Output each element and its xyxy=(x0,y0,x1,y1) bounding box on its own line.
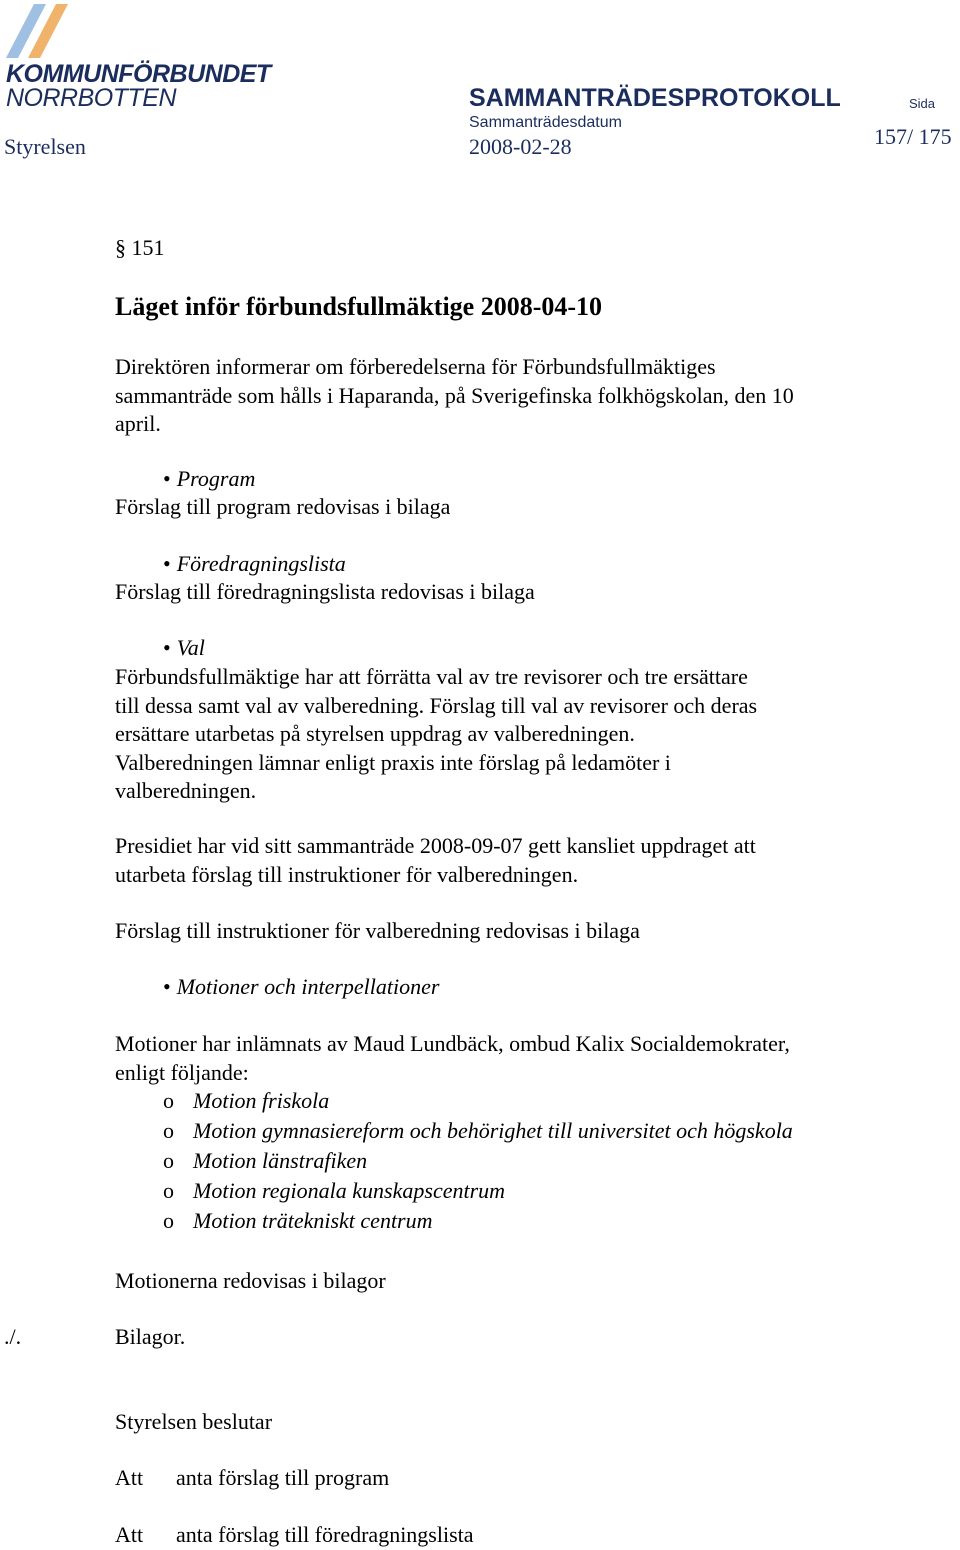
agenda-heading xyxy=(163,550,346,579)
list-marker: o xyxy=(163,1208,174,1233)
decision-att: Att xyxy=(115,1465,144,1490)
election-heading xyxy=(163,634,205,663)
election-line: ersättare utarbetas på styrelsen uppdrag av valberedningen. xyxy=(115,721,635,746)
document-type: SAMMANTRÄDESPROTOKOLL xyxy=(469,84,841,112)
motion-title: Motion länstrafiken xyxy=(193,1148,368,1173)
meeting-date: 2008-02-28 xyxy=(469,134,572,159)
motion-list-item xyxy=(163,1118,793,1144)
presidium-line: utarbeta förslag till instruktioner för valberedningen. xyxy=(115,861,579,887)
intro-line: Direktören informerar om förberedelserna för Förbundsfullmäktiges xyxy=(115,354,716,379)
motion-title: Motion friskola xyxy=(193,1088,330,1113)
election-line: till dessa samt val av valberedning. Förslag till val av revisorer och deras xyxy=(115,692,758,718)
section-title: Läget inför förbundsfullmäktige 2008-04-10 xyxy=(115,292,603,321)
agenda-heading-text: Föredragningslista xyxy=(176,551,346,576)
motions-footer: Motionerna redovisas i bilagor xyxy=(115,1268,386,1293)
election-line: Förbundsfullmäktige har att förrätta val av tre revisorer och tre ersättare xyxy=(115,664,748,689)
list-marker: o xyxy=(163,1178,174,1203)
logo-stripes xyxy=(4,2,74,62)
program-heading xyxy=(163,465,255,494)
motion-list-item xyxy=(163,1178,505,1204)
decision-text: anta förslag till program xyxy=(176,1465,390,1490)
motions-intro-line: Motioner har inlämnats av Maud Lundbäck, ombud Kalix Socialdemokrater, xyxy=(115,1031,790,1056)
bullet-marker: • xyxy=(163,974,171,999)
motion-title: Motion regionala kunskapscentrum xyxy=(193,1178,506,1203)
agenda-text: Förslag till föredragningslista redovisas i bilaga xyxy=(115,579,535,604)
motions-heading xyxy=(163,973,439,1002)
board-name: Styrelsen xyxy=(4,134,86,159)
section-number: § 151 xyxy=(115,235,165,260)
list-marker: o xyxy=(163,1148,174,1173)
instructions-text: Förslag till instruktioner för valberedning redovisas i bilaga xyxy=(115,918,640,943)
election-paragraph xyxy=(115,663,905,806)
presidium-line: Presidiet har vid sitt sammanträde 2008-09-07 gett kansliet uppdraget att xyxy=(115,833,756,858)
decision-text: anta förslag till föredragningslista xyxy=(176,1522,474,1547)
intro-line: sammanträde som hålls i Haparanda, på Sverigefinska folkhögskolan, den 10 xyxy=(115,382,794,408)
motion-list-item xyxy=(163,1088,329,1114)
motions-heading-text: Motioner och interpellationer xyxy=(176,974,440,999)
election-line: valberedningen. xyxy=(115,778,257,803)
attachment-marker: ./. xyxy=(4,1324,22,1349)
decision-intro: Styrelsen beslutar xyxy=(115,1409,273,1434)
page-label: Sida xyxy=(909,96,936,111)
intro-paragraph xyxy=(115,353,905,439)
motion-list-item xyxy=(163,1148,367,1174)
program-text: Förslag till program redovisas i bilaga xyxy=(115,494,451,519)
motions-intro-line: enligt följande: xyxy=(115,1059,249,1085)
bullet-marker: • xyxy=(163,635,171,660)
page-number: 157/ 175 xyxy=(874,124,952,149)
election-heading-text: Val xyxy=(176,635,205,660)
motion-list-item xyxy=(163,1208,433,1234)
decision-att: Att xyxy=(115,1522,144,1547)
attachments-label: Bilagor. xyxy=(115,1324,186,1349)
motion-title: Motion gymnasiereform och behörighet till universitet och högskola xyxy=(193,1118,793,1143)
election-line: Valberedningen lämnar enligt praxis inte förslag på ledamöter i xyxy=(115,749,671,775)
list-marker: o xyxy=(163,1088,174,1113)
program-heading-text: Program xyxy=(176,466,256,491)
bullet-marker: • xyxy=(163,551,171,576)
org-name-line2: NORRBOTTEN xyxy=(6,84,176,112)
motions-intro xyxy=(115,1030,905,1087)
presidium-paragraph xyxy=(115,832,905,889)
intro-line: april. xyxy=(115,411,161,436)
date-label: Sammanträdesdatum xyxy=(469,114,622,131)
org-name-line1: KOMMUNFÖRBUNDET xyxy=(6,60,271,88)
bullet-marker: • xyxy=(163,466,171,491)
list-marker: o xyxy=(163,1118,174,1143)
motion-title: Motion trätekniskt centrum xyxy=(193,1208,433,1233)
